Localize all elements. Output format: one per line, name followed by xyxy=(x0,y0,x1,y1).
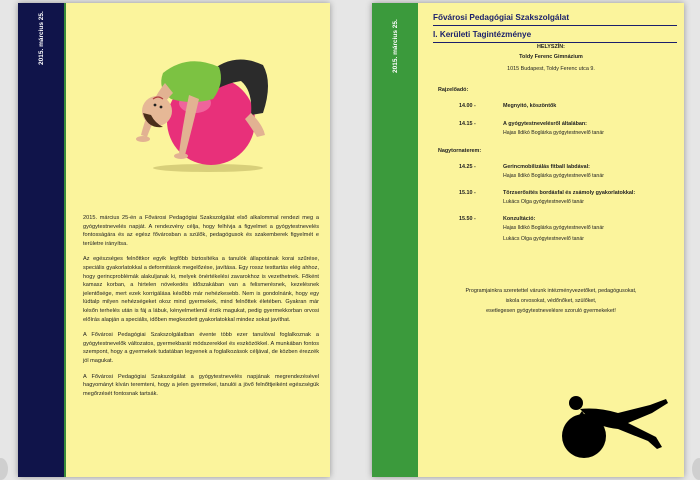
left-navy-stripe xyxy=(18,3,64,477)
program-presenter: Lukács Olga gyógytestnevelő tanár xyxy=(503,199,585,205)
program-presenter: Hajas Ildikó Boglárka gyógytestnevelő tanár xyxy=(503,130,604,136)
invitation-line: Programjainkra szeretettel várunk intézményvezetőket, pedagógusokat, xyxy=(465,288,637,294)
section-heading: Rajzelőadó: xyxy=(438,87,469,93)
next-page-arrow[interactable] xyxy=(692,458,700,480)
right-green-stripe xyxy=(372,3,418,477)
section-heading: Nagytornaterem: xyxy=(438,148,482,154)
article-text xyxy=(83,214,319,405)
program-title: Konzultáció: xyxy=(503,216,536,222)
program-title: Törzserősítés bordásfal és zsámoly gyakorlatokkal: xyxy=(503,190,636,196)
program-title: Gerincmobilizálás fitball labdával: xyxy=(503,164,590,170)
article-paragraph: Az egészséges felnőttkor egyik legfőbb biztosítéka a tanulók állapotának korai szűrése, speciális gyakorlatokkal a deformitások megelőzése, javítása. Egy rossz testtartás elég ahhoz, hogy gerincproblémák alakuljanak ki, melyek önértékelési zavarokhoz is vezethetnek. Főként kamasz korban, a hirtelen növekedés időszakában van a felismerésnek, kezelésnek jelentősége, mert ezek korrigálása később már nehézkesebb. Nem is gondolnánk, hogy egy lúdtalp milyen nehézségeket okoz mind gyermekek, mind felnőttek életében. Gyakran már későn terhelés után is fáj a lábuk, kényelmetlenül érzik magukat, pedig gyermekkorban orvosi előírás alapján a speciális, időben megkezdett gyakorlatokkal mindez sokat javíthat. xyxy=(83,256,319,323)
invitation-line: iskola orvosokat, védőnőket, szülőket, xyxy=(505,298,597,304)
subtitle-rule xyxy=(433,42,677,43)
article-paragraph: 2015. március 25-én a Fővárosi Pedagógiai Szakszolgálat első alkalommal rendezi meg a gyógytestnevelés napját. A rendezvény célja, hogy felhívja a figyelmet a gyógytestnevelés fontosságára és az egész fővárosban a szülők, pedagógusok és szakemberek figyelmét e területre irányítsa. xyxy=(83,215,319,247)
program-time: 14.25 - xyxy=(459,164,476,170)
article-paragraph: A Fővárosi Pedagógiai Szakszolgálat a gyógytestnevelés napjának megrendezésével hagyományt kíván teremteni, hogy a jelen gyermekei, tanulói a jövő felnőttjeiként egészségük megőrzését fontosnak tartsák. xyxy=(83,373,319,397)
child-on-ball-photo xyxy=(113,43,293,178)
left-green-rule xyxy=(64,3,66,477)
invitation-text xyxy=(418,286,684,316)
program-presenter: Lukács Olga gyógytestnevelő tanár xyxy=(503,236,585,242)
left-page xyxy=(18,3,330,477)
right-page xyxy=(372,3,684,477)
program-title: Megnyitó, köszöntők xyxy=(503,103,557,109)
org-title: Fővárosi Pedagógiai Szakszolgálat xyxy=(433,13,570,22)
venue-address: 1015 Budapest, Toldy Ferenc utca 9. xyxy=(507,66,595,72)
prev-page-arrow[interactable] xyxy=(0,458,8,480)
left-side-date: 2015. március 25. xyxy=(38,11,45,65)
program-time: 15.50 - xyxy=(459,216,476,222)
program-time: 15.10 - xyxy=(459,190,476,196)
program-time: 14.15 - xyxy=(459,121,476,127)
program-presenter: Hajas Ildikó Boglárka gyógytestnevelő tanár xyxy=(503,173,604,179)
title-rule xyxy=(433,25,677,26)
invitation-line: esetlegesen gyógytestnevelésre szoruló gyermekeket! xyxy=(486,308,616,314)
silhouette-ball-exercise-icon xyxy=(558,391,670,461)
org-subtitle: I. Kerületi Tagintézménye xyxy=(433,30,532,39)
program-time: 14.00 - xyxy=(459,103,476,109)
program-title: A gyógytestnevelésről általában: xyxy=(503,121,587,127)
right-side-date: 2015. március 25. xyxy=(392,19,399,73)
venue-name: Toldy Ferenc Gimnázium xyxy=(519,54,583,60)
venue-heading: HELYSZÍN: xyxy=(537,44,565,50)
article-paragraph: A Fővárosi Pedagógiai Szakszolgálatban évente több ezer tanulóval foglalkoznak a gyógytestnevelők változatos, gyermekbarát módszerekkel és eszközökkel. A munkában fontos szempont, hogy a gyermekek tudatában legyenek a foglalkozások céljával, de közben érezzék jól magukat. xyxy=(83,332,319,364)
program-presenter: Hajas Ildikó Boglárka gyógytestnevelő tanár xyxy=(503,225,604,231)
